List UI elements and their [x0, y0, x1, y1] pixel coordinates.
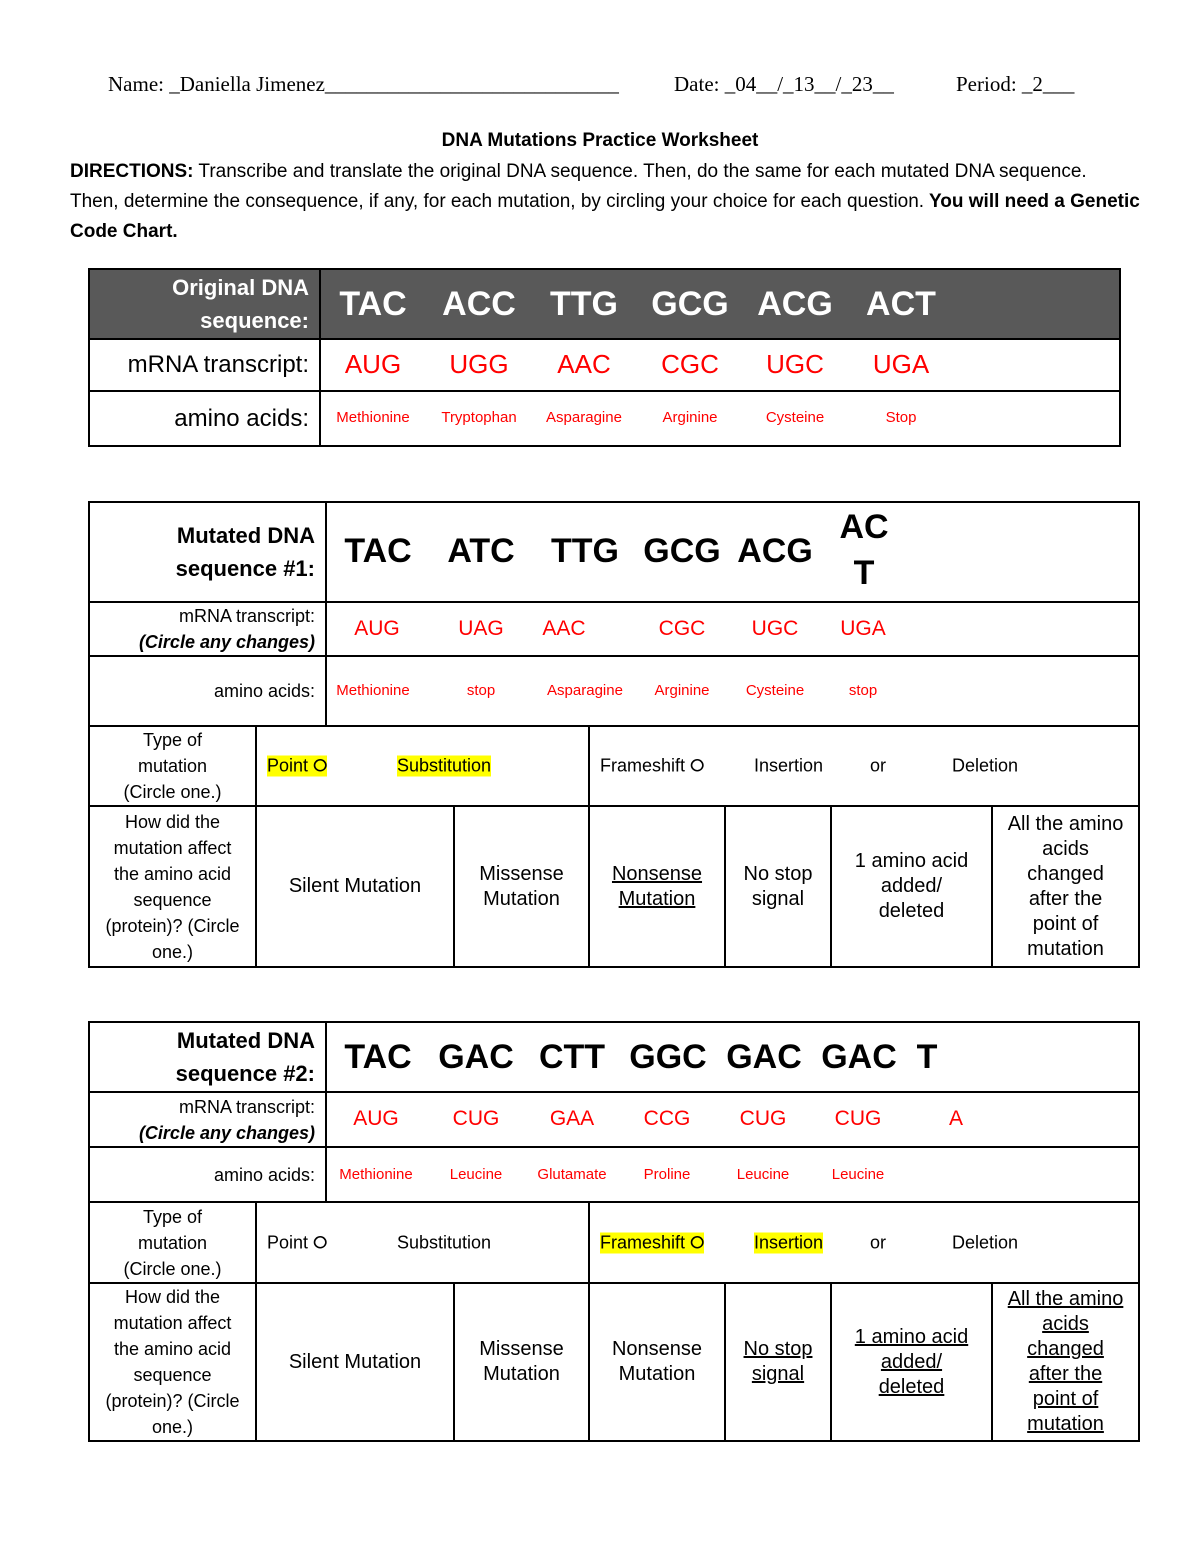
mut2-type-point-sub — [256, 1202, 589, 1283]
effect-silent-text: Silent Mutation — [288, 1350, 422, 1373]
effect-silent-text: Silent Mutation — [288, 875, 422, 897]
amino-acid: Leucine — [449, 1166, 503, 1183]
effect-nonsense[interactable] — [589, 806, 725, 967]
mut1-type-label: Type of mutation (Circle one.) — [89, 726, 256, 806]
original-aa-cell — [320, 391, 1120, 446]
dna-codon-wrapped-bottom: T — [853, 554, 875, 592]
dna-codon: ACC — [442, 285, 516, 323]
mut2-type-label: Type of mutation (Circle one.) — [89, 1202, 256, 1283]
mrna-codon[interactable]: CCG — [643, 1107, 691, 1130]
mut1-dna-cell — [326, 502, 1139, 602]
original-dna-label: Original DNA sequence: — [89, 269, 320, 339]
mrna-codon[interactable]: CGC — [658, 616, 706, 640]
name-field[interactable]: Name: _Daniella Jimenez____________________________ — [108, 72, 619, 96]
mut1-aa-label: amino acids: — [89, 656, 326, 726]
amino-acid: Glutamate — [537, 1166, 607, 1183]
dna-codon: TAC — [344, 1038, 412, 1076]
effect-nonsense[interactable] — [589, 1283, 725, 1441]
mut1-mrna-cell — [326, 602, 1139, 656]
mut2-effect-label: How did the mutation affect the amino acid sequence (protein)? (Circle one.) — [89, 1283, 256, 1441]
dna-codon: TTG — [551, 532, 619, 570]
effect-all-changed-text: All the amino acids changed after the point of mutation — [1007, 1288, 1124, 1435]
effect-nonsense-text: Nonsense Mutation — [611, 1338, 703, 1385]
mrna-label-text: mRNA transcript: — [178, 1096, 315, 1117]
date-field[interactable]: Date: _04__/_13__/_23__ — [674, 72, 894, 96]
mut2-mrna-cell — [326, 1092, 1139, 1147]
amino-acid: Arginine — [662, 409, 718, 426]
mrna-codon[interactable]: CUG — [452, 1107, 500, 1130]
amino-acid: Tryptophan — [441, 409, 517, 426]
amino-acid: Arginine — [654, 682, 710, 699]
effect-one-aa-text: 1 amino acid added/ deleted — [854, 850, 969, 922]
directions-text — [70, 157, 1140, 247]
mrna-codon[interactable]: CUG — [834, 1107, 882, 1130]
original-sequence-table — [88, 268, 1121, 447]
mrna-codon[interactable]: GAA — [549, 1107, 595, 1130]
circle-changes-note: (Circle any changes) — [138, 1122, 315, 1143]
original-mrna-label: mRNA transcript: — [89, 339, 320, 391]
mut2-dna-label: Mutated DNA sequence #2: — [89, 1022, 326, 1092]
amino-acid: Leucine — [736, 1166, 790, 1183]
mrna-codon: UGA — [872, 349, 930, 379]
amino-acid: Asparagine — [547, 682, 623, 699]
option-point[interactable]: Point ⭘ — [267, 755, 328, 776]
dna-codon: GAC — [438, 1038, 514, 1076]
dna-codon: TAC — [339, 285, 407, 323]
mrna-codon[interactable]: AAC — [542, 616, 586, 640]
student-info-line — [108, 72, 1098, 102]
mrna-codon: UGC — [766, 349, 824, 379]
mut2-mrna-label — [89, 1092, 326, 1147]
directions-body: Transcribe and translate the original DNA sequence. Then, do the same for each mutated DNA sequence. Then, determine the consequence, if any, for each mutation, by circling your choice for each question. — [70, 161, 1087, 212]
effect-no-stop-text: No stop signal — [743, 1338, 813, 1385]
mrna-codon[interactable]: AUG — [354, 616, 400, 640]
mrna-label-text: mRNA transcript: — [178, 606, 315, 626]
mut1-type-point-sub — [256, 726, 589, 806]
effect-no-stop[interactable] — [725, 1283, 831, 1441]
mrna-codon[interactable]: AUG — [353, 1107, 399, 1130]
amino-acid: Leucine — [831, 1166, 885, 1183]
dna-codon-wrapped-top: AC — [839, 508, 889, 546]
dna-codon: ACG — [757, 285, 833, 323]
amino-acid: Stop — [885, 409, 917, 426]
option-frameshift[interactable]: Frameshift ⭘ — [600, 755, 705, 776]
amino-acid: stop — [848, 682, 878, 699]
dna-codon: ATC — [447, 532, 515, 570]
mrna-codon[interactable]: UGC — [751, 616, 799, 640]
mut2-aa-label: amino acids: — [89, 1147, 326, 1202]
dna-codon: GAC — [726, 1038, 802, 1076]
worksheet-title: DNA Mutations Practice Worksheet — [441, 130, 759, 151]
original-mrna-cell — [320, 339, 1120, 391]
amino-acid: Methionine — [339, 1166, 413, 1183]
circle-changes-note: (Circle any changes) — [138, 632, 315, 652]
mrna-codon[interactable]: UGA — [840, 616, 886, 640]
original-dna-cell — [320, 269, 1120, 339]
mut1-aa-cell — [326, 656, 1139, 726]
effect-no-stop[interactable] — [725, 806, 831, 967]
effect-one-aa[interactable] — [831, 1283, 992, 1441]
amino-acid: Proline — [643, 1166, 691, 1183]
mrna-codon: UGG — [449, 349, 509, 379]
amino-acid: Methionine — [336, 682, 410, 699]
mut2-dna-cell — [326, 1022, 1139, 1092]
effect-missense-text: Missense Mutation — [479, 862, 564, 910]
effect-nonsense-text: Nonsense Mutation — [611, 862, 703, 910]
effect-one-aa-text: 1 amino acid added/ deleted — [854, 1325, 969, 1398]
effect-no-stop-text: No stop signal — [743, 862, 813, 910]
effect-all-changed[interactable] — [992, 806, 1139, 967]
mrna-codon[interactable]: CUG — [739, 1107, 787, 1130]
mrna-codon: CGC — [661, 349, 719, 379]
effect-all-changed-text: All the amino acids changed after the point of mutation — [1007, 812, 1124, 960]
dna-codon: GCG — [643, 532, 721, 570]
dna-codon: TTG — [550, 285, 618, 323]
dna-codon: GAC — [821, 1038, 897, 1076]
or-text: or — [870, 755, 887, 776]
option-substitution[interactable]: Substitution — [397, 1232, 492, 1252]
mrna-extra-base[interactable]: A — [948, 1107, 964, 1130]
dna-codon: GCG — [651, 285, 729, 323]
dna-extra-base: T — [916, 1038, 938, 1076]
mut1-type-frameshift — [589, 726, 1139, 806]
mrna-codon: AAC — [557, 349, 611, 379]
mut1-effect-label: How did the mutation affect the amino acid sequence (protein)? (Circle one.) — [89, 806, 256, 967]
dna-codon: ACT — [866, 285, 936, 323]
option-substitution[interactable]: Substitution — [397, 755, 492, 776]
option-insertion[interactable]: Insertion — [754, 755, 824, 776]
effect-all-changed[interactable] — [992, 1283, 1139, 1441]
effect-missense[interactable] — [454, 806, 589, 967]
period-field[interactable]: Period: _2___ — [956, 72, 1075, 96]
effect-missense-text: Missense Mutation — [479, 1338, 564, 1385]
dna-codon: ACG — [737, 532, 813, 570]
option-deletion[interactable]: Deletion — [952, 1232, 1019, 1252]
option-frameshift[interactable]: Frameshift ⭘ — [600, 1232, 705, 1252]
effect-missense[interactable] — [454, 1283, 589, 1441]
option-insertion[interactable]: Insertion — [754, 1232, 824, 1252]
effect-one-aa[interactable] — [831, 806, 992, 967]
amino-acid: stop — [466, 682, 496, 699]
dna-codon: TAC — [344, 532, 412, 570]
option-point[interactable]: Point ⭘ — [267, 1232, 328, 1252]
mutation-2-table — [88, 1021, 1140, 1442]
option-deletion[interactable]: Deletion — [952, 755, 1019, 776]
dna-codon: CTT — [538, 1038, 606, 1076]
mut1-mrna-label — [89, 602, 326, 656]
mrna-codon: AUG — [344, 349, 402, 379]
mut2-type-frameshift — [589, 1202, 1139, 1283]
effect-silent[interactable] — [256, 1283, 454, 1441]
amino-acid: Methionine — [336, 409, 410, 426]
mrna-codon[interactable]: UAG — [458, 616, 504, 640]
mut1-dna-label: Mutated DNA sequence #1: — [89, 502, 326, 602]
dna-codon: GGC — [629, 1038, 707, 1076]
amino-acid: Cysteine — [765, 409, 825, 426]
mut2-aa-cell — [326, 1147, 1139, 1202]
effect-silent[interactable] — [256, 806, 454, 967]
or-text: or — [870, 1232, 887, 1252]
amino-acid: Asparagine — [546, 409, 622, 426]
amino-acid: Cysteine — [745, 682, 805, 699]
directions-lead: DIRECTIONS: — [70, 161, 194, 182]
directions-tail: You will need a Genetic Code Chart. — [70, 191, 1140, 242]
original-aa-label: amino acids: — [89, 391, 320, 446]
mutation-1-table — [88, 501, 1140, 968]
